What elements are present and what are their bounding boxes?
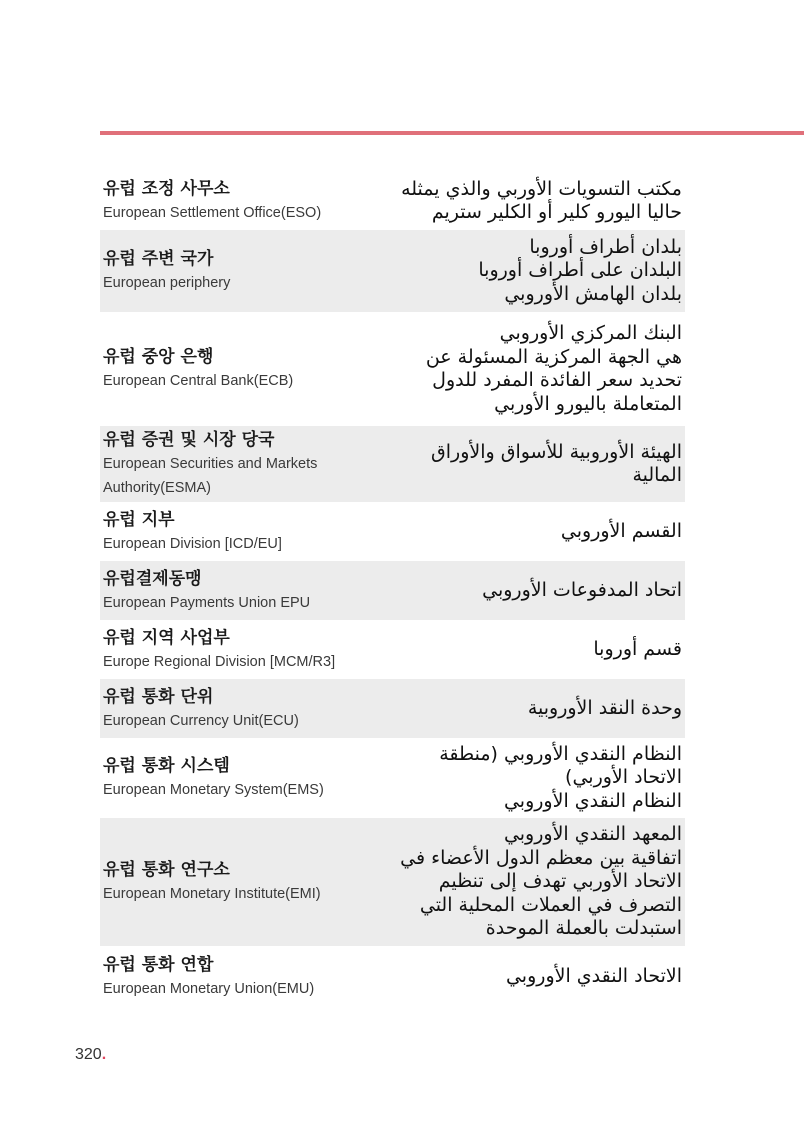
term-cell: [103, 247, 363, 295]
glossary-row: [100, 230, 685, 312]
english-term: European Payments Union EPU: [103, 594, 311, 611]
term-cell: [103, 177, 363, 225]
glossary-row: [100, 818, 685, 946]
arabic-translation: الاتحاد النقدي الأوروبي: [505, 965, 682, 988]
english-term: Europe Regional Division [MCM/R3]: [103, 653, 336, 670]
arabic-translation: المعهد النقدي الأوروبي اتفاقية بين معظم الدول الأعضاء في الاتحاد الأوربي تهدف إلى تنظيم التصرف في العملات المحلية التي استبدلت بالعملة الموحدة: [400, 823, 682, 940]
arabic-translation: قسم أوروبا: [593, 637, 682, 660]
glossary-row: [100, 172, 685, 230]
term-cell: [103, 428, 363, 500]
arabic-translation: النظام النقدي الأوروبي (منطقة الاتحاد الأوربي) النظام النقدي الأوروبي: [439, 742, 682, 812]
term-cell: [103, 508, 363, 556]
korean-term: 유럽 지역 사업부: [103, 627, 230, 648]
korean-term: 유럽 조정 사무소: [103, 179, 230, 199]
english-term: European Monetary Union(EMU): [103, 981, 315, 997]
term-cell: [103, 754, 363, 802]
english-term: European Currency Unit(ECU): [103, 712, 299, 729]
korean-term: 유럽 통화 시스템: [103, 756, 230, 776]
glossary-row: [100, 620, 685, 679]
glossary-table: [100, 172, 685, 1008]
glossary-row: [100, 561, 685, 620]
arabic-translation: وحدة النقد الأوروبية: [527, 696, 682, 719]
korean-term: 유럽결제동맹: [103, 568, 202, 589]
term-cell: [103, 345, 363, 393]
glossary-row: [100, 738, 685, 818]
term-cell: [103, 626, 363, 674]
term-cell: [103, 953, 363, 1001]
glossary-row: [100, 312, 685, 426]
term-cell: [103, 567, 363, 615]
term-cell: [103, 858, 363, 906]
korean-term: 유럽 주변 국가: [103, 249, 214, 269]
english-term: European Central Bank(ECB): [103, 373, 294, 389]
page-number-dot: .: [101, 1046, 107, 1063]
glossary-row: [100, 946, 685, 1008]
arabic-translation: اتحاد المدفوعات الأوروبي: [482, 578, 682, 601]
page-number: [75, 1046, 106, 1064]
korean-term: 유럽 통화 연구소: [103, 860, 230, 880]
top-rule: [100, 131, 804, 135]
english-term: European Securities and Markets Authority(ESMA): [103, 456, 318, 496]
english-term: European Monetary System(EMS): [103, 782, 324, 798]
korean-term: 유럽 증권 및 시장 당국: [103, 430, 275, 450]
glossary-row: [100, 679, 685, 738]
arabic-translation: مكتب التسويات الأوربي والذي يمثله حاليا اليورو كلير أو الكلير ستريم: [401, 177, 682, 223]
english-term: European Division [ICD/EU]: [103, 535, 282, 552]
english-term: European periphery: [103, 275, 231, 291]
glossary-row: [100, 502, 685, 561]
arabic-translation: القسم الأوروبي: [560, 519, 682, 542]
korean-term: 유럽 중앙 은행: [103, 347, 214, 367]
term-cell: [103, 685, 363, 733]
korean-term: 유럽 지부: [103, 509, 175, 530]
arabic-translation: بلدان أطراف أوروبا البلدان على أطراف أوروبا بلدان الهامش الأوروبي: [478, 235, 682, 305]
korean-term: 유럽 통화 연합: [103, 955, 214, 975]
arabic-translation: الهيئة الأوروبية للأسواق والأوراق المالية: [431, 440, 682, 486]
page-number-value: 320: [75, 1046, 102, 1063]
korean-term: 유럽 통화 단위: [103, 686, 214, 707]
glossary-row: [100, 426, 685, 502]
arabic-translation: البنك المركزي الأوروبي هي الجهة المركزية المسئولة عن تحديد سعر الفائدة المفرد للدول المتعاملة باليورو الأوربي: [425, 322, 682, 415]
english-term: European Settlement Office(ESO): [103, 205, 322, 221]
english-term: European Monetary Institute(EMI): [103, 886, 321, 902]
